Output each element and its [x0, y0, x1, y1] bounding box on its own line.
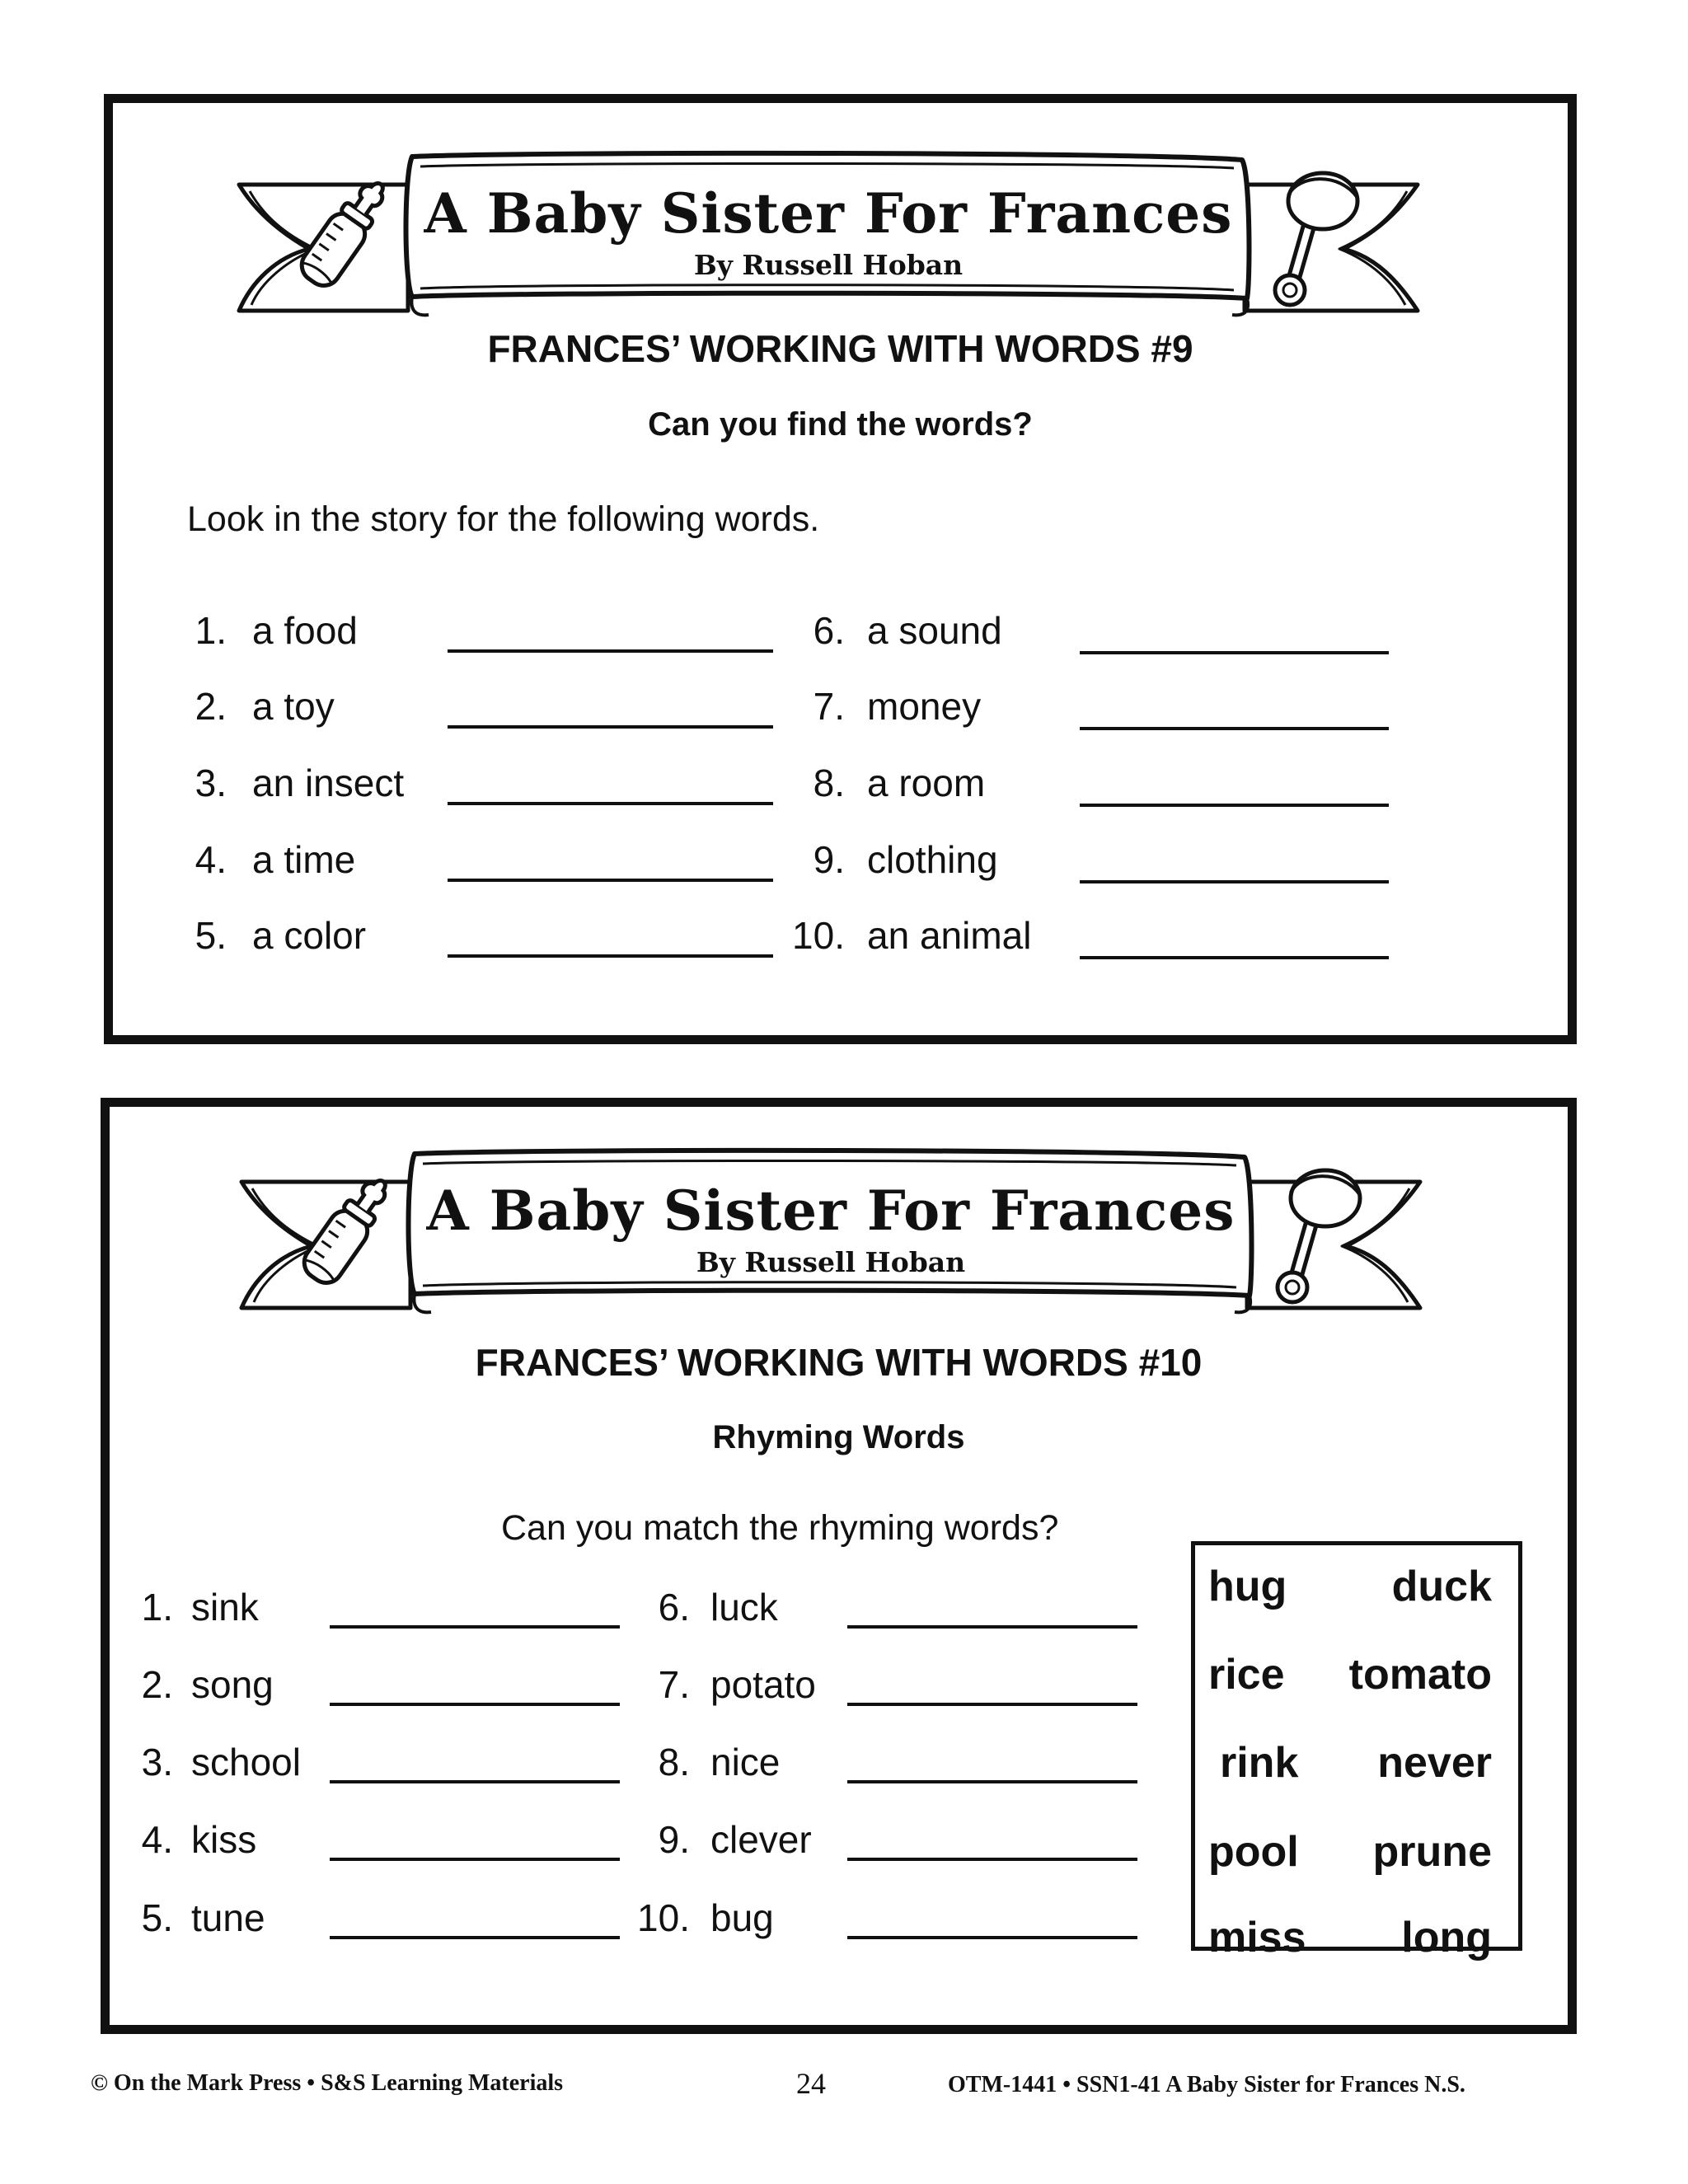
title-banner-9 — [235, 142, 1422, 325]
item-label: clever — [710, 1818, 812, 1861]
item-number: 2. — [195, 685, 227, 728]
instruction-text: Look in the story for the following words. — [187, 499, 820, 539]
item-number: 8. — [813, 762, 845, 804]
item-number: 3. — [195, 762, 227, 804]
answer-blank[interactable] — [1080, 804, 1389, 807]
item-number: 1. — [195, 609, 227, 652]
answer-blank[interactable] — [1080, 727, 1389, 730]
item-label: tune — [191, 1896, 265, 1939]
item-label: luck — [710, 1586, 778, 1629]
item-number: 4. — [141, 1818, 173, 1861]
word-bank-word: long — [1401, 1914, 1492, 1961]
instruction-text: Can you match the rhyming words? — [501, 1508, 1059, 1548]
book-author: By Russell Hoban — [696, 1246, 966, 1278]
answer-blank[interactable] — [330, 1703, 620, 1706]
item-number: 10. — [792, 914, 845, 957]
footer-product-code: OTM-1441 • SSN1-41 A Baby Sister for Frances N.S. — [948, 2072, 1465, 2097]
item-label: clothing — [867, 838, 998, 881]
footer-copyright: © On the Mark Press • S&S Learning Materials — [91, 2070, 564, 2096]
item-label: a food — [252, 609, 358, 652]
item-number: 9. — [813, 838, 845, 881]
item-label: an animal — [867, 914, 1032, 957]
item-number: 7. — [813, 685, 845, 728]
book-author: By Russell Hoban — [693, 249, 964, 281]
item-number: 4. — [195, 838, 227, 881]
item-label: a sound — [867, 609, 1002, 652]
word-bank-word: rink — [1220, 1739, 1299, 1787]
answer-blank[interactable] — [448, 725, 773, 729]
page-number: 24 — [796, 2067, 826, 2100]
answer-blank[interactable] — [330, 1625, 620, 1629]
item-label: school — [191, 1741, 301, 1783]
word-bank-word: never — [1377, 1739, 1492, 1787]
answer-blank[interactable] — [847, 1858, 1137, 1861]
item-number: 6. — [658, 1586, 690, 1629]
item-label: an insect — [252, 762, 405, 804]
item-number: 1. — [141, 1586, 173, 1629]
answer-blank[interactable] — [1080, 651, 1389, 654]
answer-blank[interactable] — [847, 1703, 1137, 1706]
word-bank-word: miss — [1208, 1914, 1306, 1961]
word-bank-word: prune — [1372, 1828, 1492, 1876]
answer-blank[interactable] — [1080, 956, 1389, 959]
item-number: 9. — [658, 1818, 690, 1861]
answer-blank[interactable] — [847, 1625, 1137, 1629]
word-bank-word: rice — [1208, 1651, 1285, 1699]
answer-blank[interactable] — [1080, 880, 1389, 883]
item-number: 6. — [813, 609, 845, 652]
worksheet-subheading: Can you find the words? — [648, 406, 1033, 443]
answer-blank[interactable] — [330, 1936, 620, 1939]
answer-blank[interactable] — [448, 802, 773, 805]
item-label: sink — [191, 1586, 259, 1629]
item-label: a room — [867, 762, 986, 804]
word-bank-word: pool — [1208, 1828, 1299, 1876]
item-label: a time — [252, 838, 356, 881]
book-title: A Baby Sister For Frances — [426, 1179, 1236, 1243]
item-number: 5. — [195, 914, 227, 957]
item-number: 2. — [141, 1663, 173, 1706]
answer-blank[interactable] — [847, 1936, 1137, 1939]
worksheet-subheading: Rhyming Words — [712, 1419, 965, 1455]
item-number: 10. — [637, 1896, 690, 1939]
item-label: nice — [710, 1741, 781, 1783]
item-label: potato — [710, 1663, 816, 1706]
item-label: song — [191, 1663, 274, 1706]
book-title: A Baby Sister For Frances — [424, 181, 1233, 246]
answer-blank[interactable] — [847, 1780, 1137, 1783]
answer-blank[interactable] — [448, 879, 773, 882]
item-label: bug — [710, 1896, 774, 1939]
answer-blank[interactable] — [330, 1780, 620, 1783]
item-number: 5. — [141, 1896, 173, 1939]
answer-blank[interactable] — [330, 1858, 620, 1861]
worksheet-heading: FRANCES’ WORKING WITH WORDS #9 — [487, 327, 1193, 370]
word-bank-word: duck — [1391, 1563, 1492, 1610]
item-label: a toy — [252, 685, 335, 728]
word-bank-word: hug — [1208, 1563, 1287, 1610]
worksheet-heading: FRANCES’ WORKING WITH WORDS #10 — [475, 1341, 1203, 1384]
item-number: 3. — [141, 1741, 173, 1783]
answer-blank[interactable] — [448, 954, 773, 958]
answer-blank[interactable] — [448, 649, 773, 653]
title-banner-10 — [237, 1139, 1424, 1322]
item-label: a color — [252, 914, 367, 957]
item-number: 8. — [658, 1741, 690, 1783]
item-label: kiss — [191, 1818, 257, 1861]
item-label: money — [867, 685, 982, 728]
item-number: 7. — [658, 1663, 690, 1706]
word-bank-word: tomato — [1348, 1651, 1492, 1699]
word-bank — [1191, 1541, 1522, 1961]
